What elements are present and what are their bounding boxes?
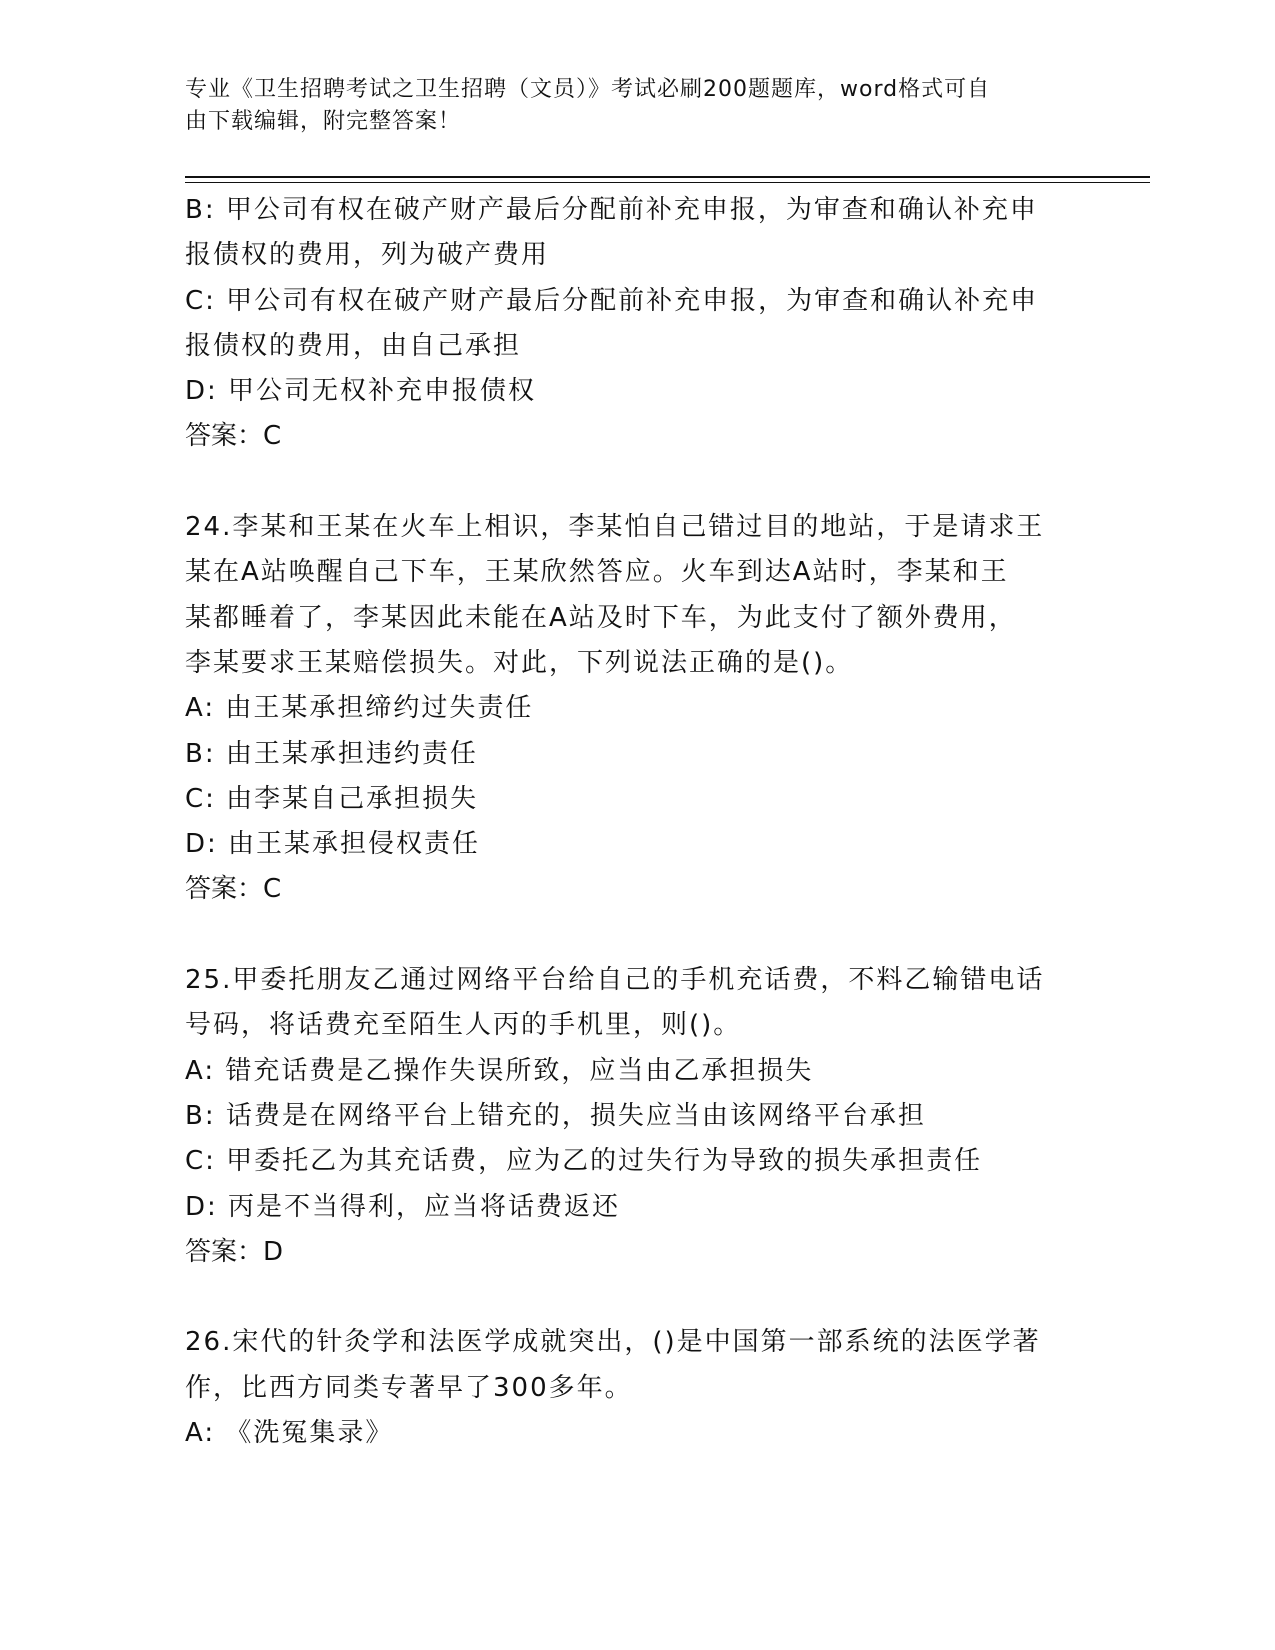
spacer: [185, 1275, 1085, 1320]
option-c: C: 甲委托乙为其充话费，应为乙的过失行为导致的损失承担责任: [185, 1146, 983, 1177]
header-rule-thin: [185, 182, 1150, 183]
header-title-line: 由下载编辑，附完整答案！: [185, 109, 462, 134]
option-b: B: 话费是在网络平台上错充的，损失应当由该网络平台承担: [185, 1100, 926, 1131]
question-stem: 某都睡着了，李某因此未能在A站及时下车，为此支付了额外费用，: [185, 602, 1017, 633]
document-header: [185, 74, 1065, 138]
question-24: [185, 505, 1085, 913]
question-stem: 李某要求王某赔偿损失。对此，下列说法正确的是()。: [185, 647, 854, 678]
spacer: [185, 913, 1085, 958]
answer: 答案：C: [185, 421, 282, 452]
option-c: C: 甲公司有权在破产财产最后分配前补充申报，为审查和确认补充申: [185, 285, 1039, 316]
answer: 答案：C: [185, 874, 282, 905]
option-a: A: 错充话费是乙操作失误所致，应当由乙承担损失: [185, 1055, 814, 1086]
option-c: C: 由李某自己承担损失: [185, 783, 479, 814]
question-stem: 25.甲委托朋友乙通过网络平台给自己的手机充话费，不料乙输错电话: [185, 965, 1045, 996]
header-rule: [185, 176, 1150, 178]
option-d: D: 由王某承担侵权责任: [185, 829, 481, 860]
option-d: D: 丙是不当得利，应当将话费返还: [185, 1191, 621, 1222]
option-a: A: 由王某承担缔约过失责任: [185, 693, 534, 724]
option-b: B: 由王某承担违约责任: [185, 738, 478, 769]
question-list: [185, 188, 1085, 1456]
option-b-continued: 报债权的费用，列为破产费用: [185, 240, 550, 271]
question-25: [185, 958, 1085, 1275]
question-stem: 26.宋代的针灸学和法医学成就突出，()是中国第一部系统的法医学著: [185, 1327, 1041, 1358]
header-title-line: 专业《卫生招聘考试之卫生招聘（文员）》考试必刷200题题库，word格式可自: [185, 77, 991, 102]
option-d: D: 甲公司无权补充申报债权: [185, 376, 537, 407]
question-stem: 作，比西方同类专著早了300多年。: [185, 1372, 633, 1403]
option-a: A: 《洗冤集录》: [185, 1418, 394, 1449]
question-stem: 号码，将话费充至陌生人丙的手机里，则()。: [185, 1010, 742, 1041]
question-23-continued: [185, 188, 1085, 460]
answer: 答案：D: [185, 1236, 284, 1267]
option-c-continued: 报债权的费用，由自己承担: [185, 330, 522, 361]
option-b: B: 甲公司有权在破产财产最后分配前补充申报，为审查和确认补充申: [185, 195, 1038, 225]
question-stem: 24.李某和王某在火车上相识，李某怕自己错过目的地站，于是请求王: [185, 512, 1045, 543]
question-26: [185, 1320, 1085, 1456]
spacer: [185, 460, 1085, 505]
question-stem: 某在A站唤醒自己下车，王某欣然答应。火车到达A站时，李某和王: [185, 557, 1009, 588]
